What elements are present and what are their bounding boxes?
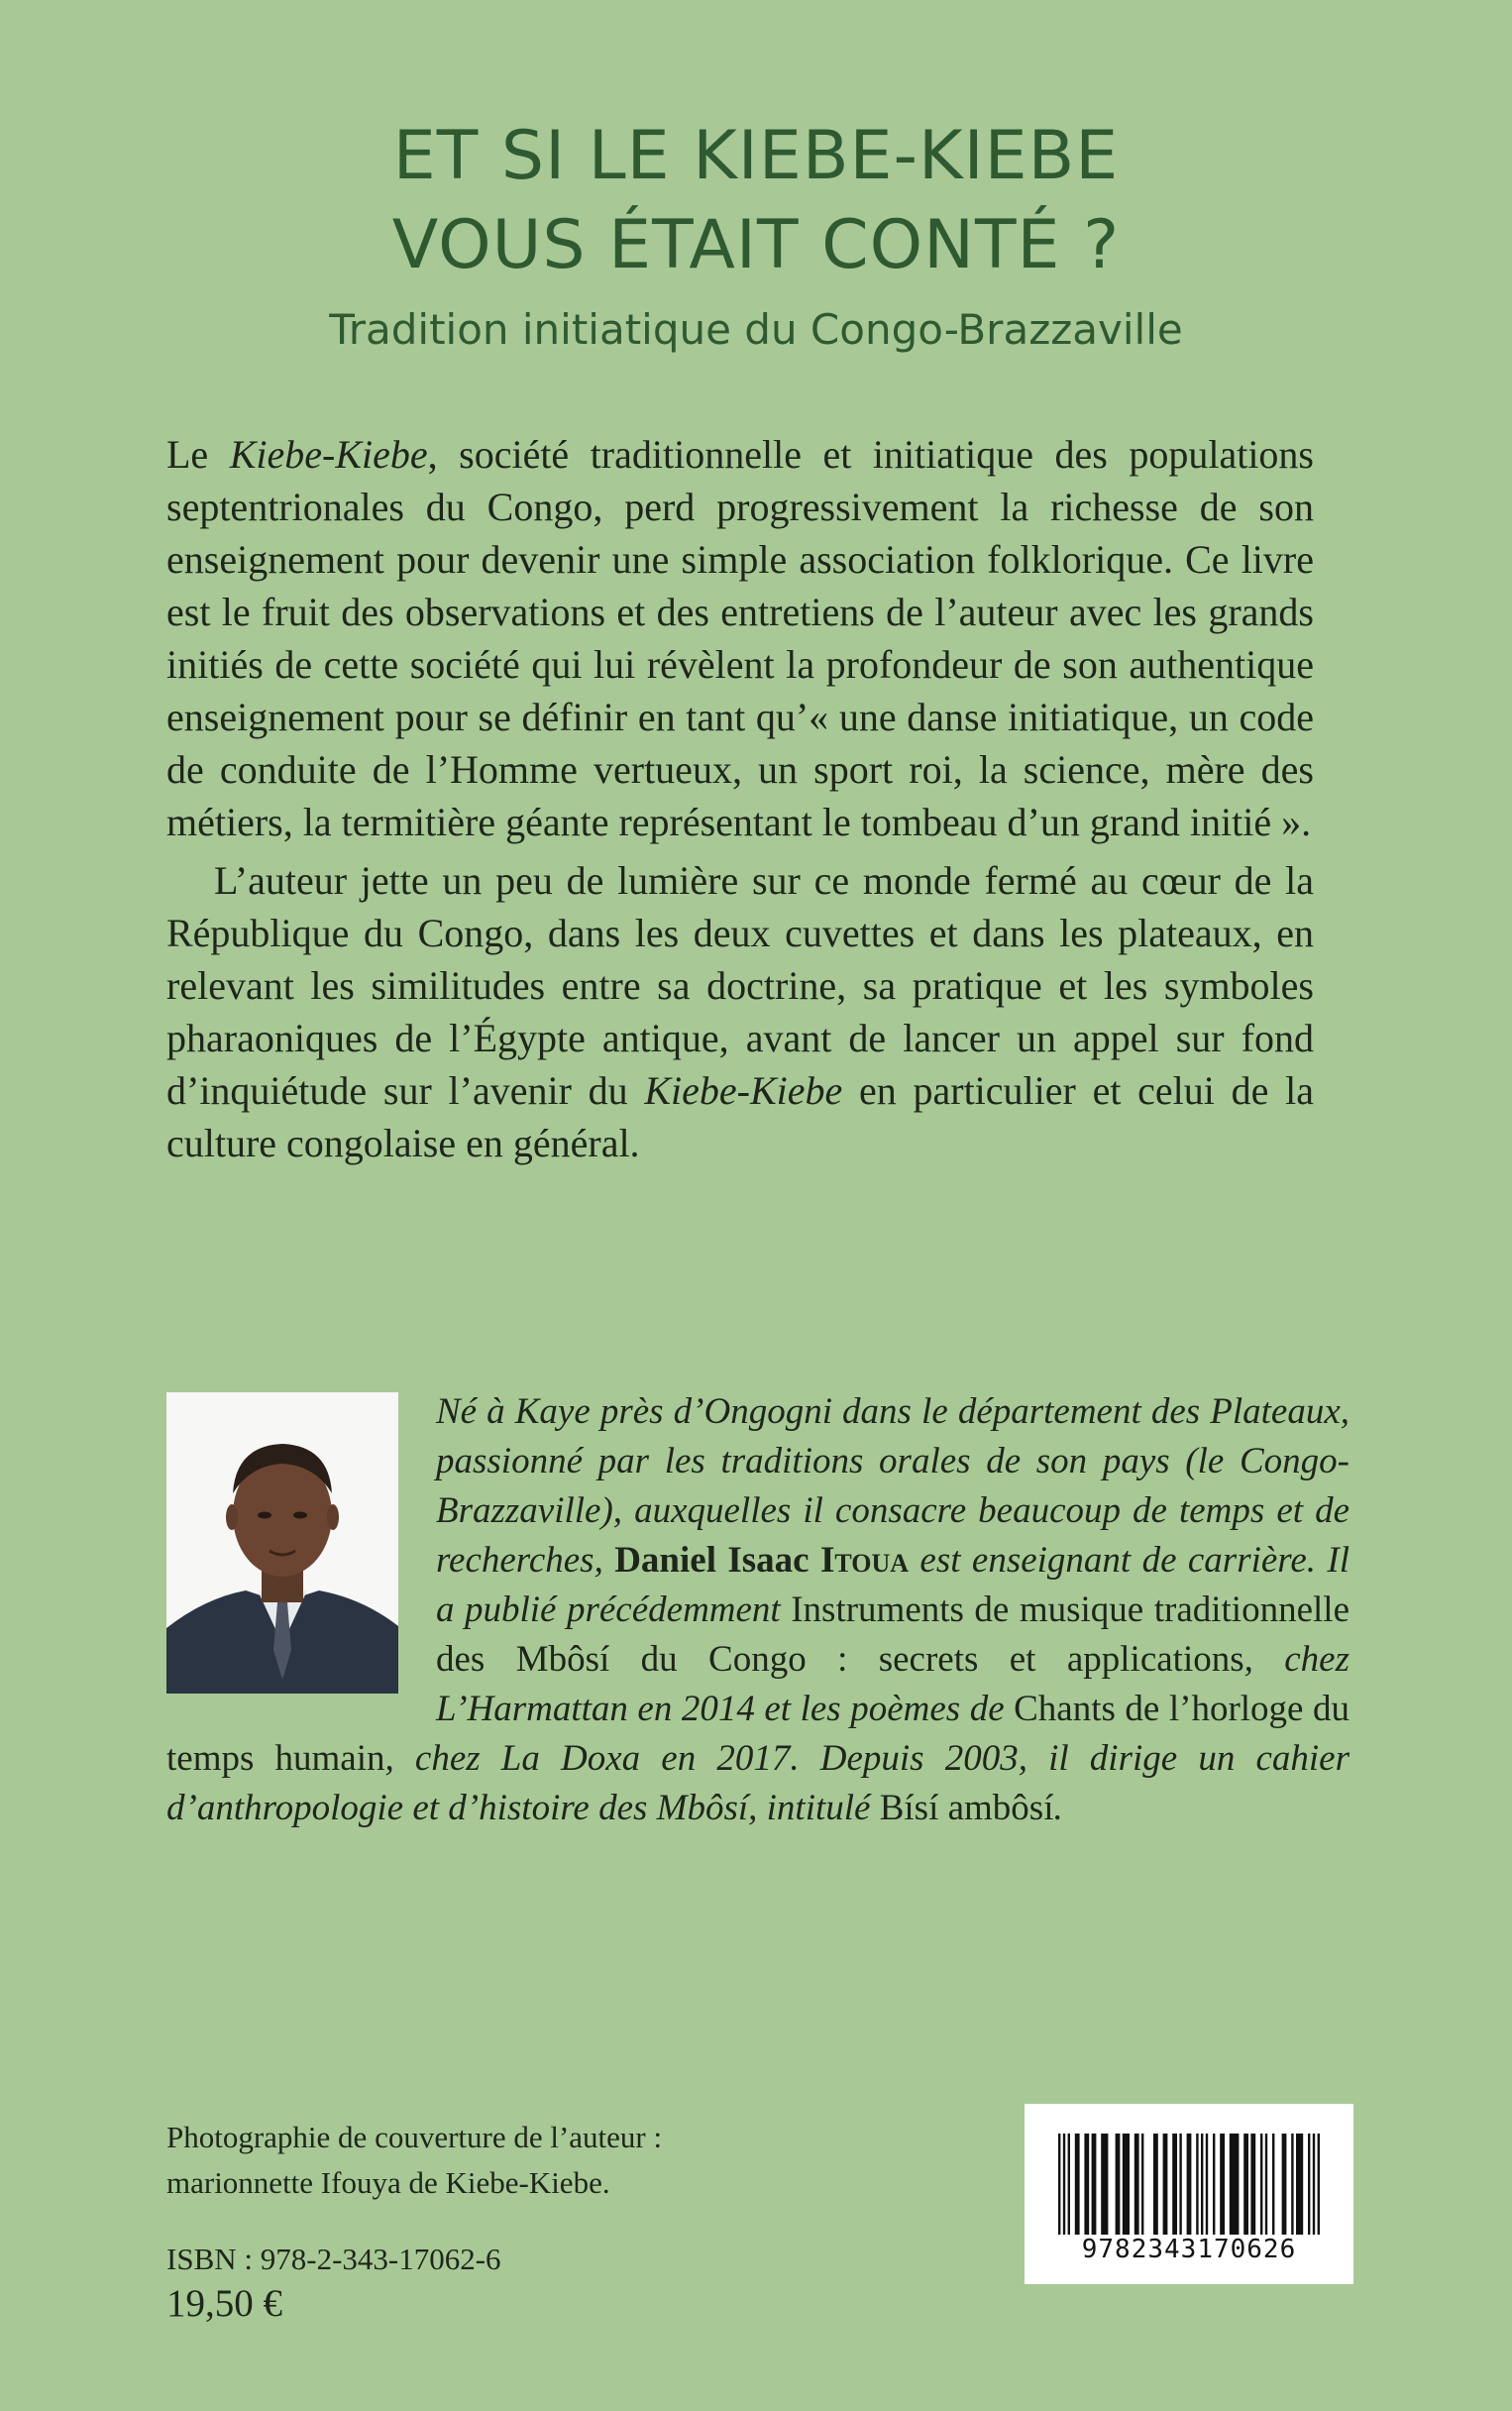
summary-p1-rest: , société traditionnelle et initiatique des populations septentrionales du Congo, perd progressivement la richesse de son enseignement pour devenir une simple association folklorique. Ce livre est le fruit des observations et des entretiens de l’auteur avec les grands initiés de cette société qui lui révèlent la profondeur de son authentique enseignement pour se définir en tant qu’« une danse initiatique, un code de conduite de l’Homme vertueux, un sport roi, la science, mère des métiers, la termitière géante représentant le tombeau d’un grand initié ».: [166, 432, 1315, 844]
barcode-bar: [1196, 2134, 1198, 2235]
photo-credits-line-2: marionnette Ifouya de Kiebe-Kiebe.: [166, 2165, 610, 2200]
summary-p2-rest: en particulier et celui de la culture congolaise en général.: [166, 1068, 1314, 1165]
barcode-bar: [1206, 2134, 1208, 2235]
summary-p1-emphasis: Kiebe-Kiebe: [229, 432, 428, 477]
barcode-bar: [1265, 2134, 1267, 2235]
barcode-bar: [1220, 2134, 1225, 2235]
barcode-bar: [1172, 2134, 1177, 2235]
barcode-bar: [1243, 2134, 1248, 2235]
bio-text-3: , chez L’Harmattan en 2014 et les poèmes de: [436, 1639, 1350, 1729]
barcode-bar: [1101, 2134, 1108, 2235]
author-bio: [166, 1387, 1350, 1833]
barcode-bar: [1260, 2134, 1262, 2235]
author-portrait-image: [166, 1392, 398, 1694]
barcode-bar: [1075, 2134, 1080, 2235]
barcode-digits: 9782343170626: [1081, 2235, 1297, 2264]
barcode-bar: [1123, 2134, 1130, 2235]
summary-paragraph-1: [166, 428, 1314, 848]
summary-text: [166, 428, 1314, 1169]
barcode-bar: [1296, 2134, 1303, 2235]
barcode-bar: [1068, 2134, 1070, 2235]
barcode-bar: [1282, 2134, 1287, 2235]
barcode-bar: [1134, 2134, 1139, 2235]
barcode-bar: [1084, 2134, 1089, 2235]
author-surname: Itoua: [819, 1540, 910, 1581]
summary-p2-emphasis: Kiebe-Kiebe: [644, 1068, 843, 1113]
book-title-1: Instruments de musique traditionnelle des Mbôsí du Congo : secrets et applications: [436, 1589, 1350, 1680]
summary-paragraph-2: [166, 854, 1314, 1169]
barcode-bar: [1291, 2134, 1293, 2235]
barcode-bar: [1272, 2134, 1274, 2235]
barcode-bar: [1201, 2134, 1203, 2235]
barcode-bar: [1092, 2134, 1097, 2235]
barcode-bar: [1116, 2134, 1121, 2235]
barcode-bar: [1213, 2134, 1215, 2235]
photo-credits: [166, 2115, 662, 2206]
barcode-bar: [1250, 2134, 1255, 2235]
summary-p2-lead: L’auteur jette un peu de lumière sur ce monde fermé au cœur de la République du Congo, dans les deux cuvettes et dans les plateaux, en relevant les similitudes entre sa doctrine, sa pratique et les symboles pharaoniques de l’Égypte antique, avant de lancer un appel sur fond d’inquiétude sur l’avenir du: [166, 858, 1314, 1113]
title-line-1: ET SI LE KIEBE-KIEBE: [392, 117, 1120, 195]
barcode-bar: [1318, 2134, 1320, 2235]
barcode-bar: [1153, 2134, 1158, 2235]
isbn: ISBN : 978-2-343-17062-6: [166, 2242, 501, 2276]
barcode-bar: [1063, 2134, 1065, 2235]
book-title-2: Chants de l’horloge du temps humain: [166, 1689, 1350, 1779]
barcode-bar: [1308, 2134, 1310, 2235]
barcode-bar: [1163, 2134, 1168, 2235]
bio-text-5: .: [1053, 1788, 1063, 1828]
barcode-bar: [1313, 2134, 1315, 2235]
barcode-bar: [1058, 2134, 1060, 2235]
barcode-bar: [1187, 2134, 1192, 2235]
bio-text-2: est enseignant de carrière. Il a publié précédemment: [436, 1540, 1350, 1630]
bio-text-1: Né à Kaye près d’Ongogni dans le département des Plateaux, passionné par les traditions orales de son pays (le Congo- Brazzaville), auxquelles il consacre beaucoup de temps et de recherches,: [436, 1391, 1350, 1581]
summary-p1-lead: Le: [166, 432, 230, 477]
price: 19,50 €: [166, 2282, 282, 2325]
photo-credits-line-1: Photographie de couverture de l’auteur :: [166, 2120, 663, 2154]
book-title-3: Bísí ambôsí: [879, 1788, 1054, 1828]
barcode-bar: [1141, 2134, 1143, 2235]
barcode-bar: [1230, 2134, 1240, 2235]
barcode-bar: [1179, 2134, 1181, 2235]
barcode-bars: [1058, 2134, 1320, 2235]
author-photo: [166, 1392, 398, 1694]
subtitle: Tradition initiatique du Congo-Brazzaville: [329, 305, 1183, 354]
author-name: Daniel Isaac: [614, 1540, 820, 1581]
bio-text-4: , chez La Doxa en 2017. Depuis 2003, il dirige un cahier d’anthropologie et d’histoire des Mbôsí, intitulé: [166, 1738, 1350, 1828]
barcode: [1025, 2104, 1353, 2284]
title-line-2: VOUS ÉTAIT CONTÉ ?: [391, 206, 1121, 284]
